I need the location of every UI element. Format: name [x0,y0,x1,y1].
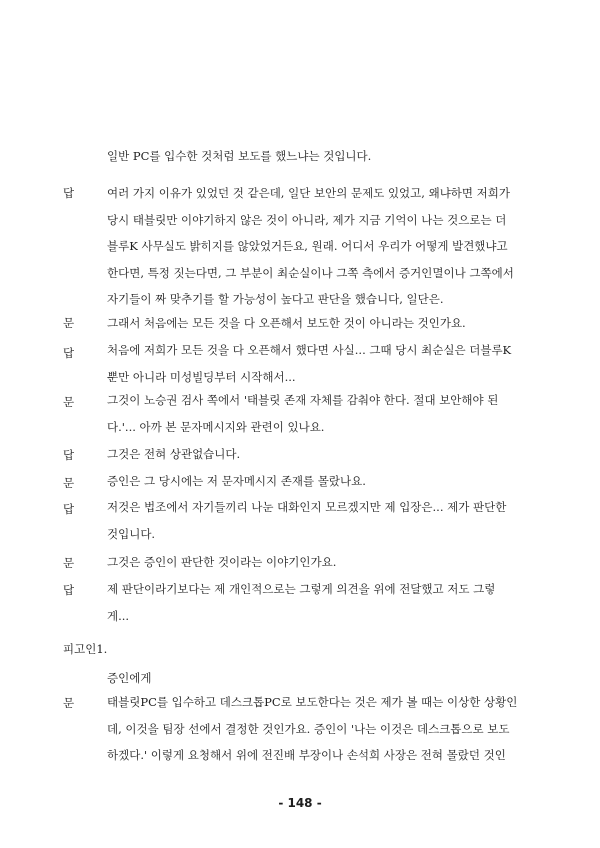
text-line: 증인은 그 당시에는 저 문자메시지 존재를 몰랐나요. [107,474,366,488]
text-line: 저것은 법조에서 자기들끼리 나눈 대화인지 모르겠지만 제 입장은... 제가 판단한 [107,500,507,514]
text-line: 처음에 저희가 모든 것을 다 오픈해서 했다면 사실... 그때 당시 최순실은 더블루K [107,343,512,357]
speaker-label: 문 [63,696,75,710]
entry-text [107,549,539,576]
text-line: 그것은 증인이 판단한 것이라는 이야기인가요. [107,555,337,569]
text-line: 게... [107,608,130,623]
entry-text [107,387,539,440]
text-line: 데, 이것을 팀장 선에서 결정한 것인가요. 증인이 '나는 이것은 데스크톱으로 보도 [107,721,510,736]
text-line: 일반 PC를 입수한 것처럼 보도를 했느냐는 것입니다. [107,149,372,163]
text-line: 것입니다. [107,526,156,541]
speaker-label: 답 [63,346,75,360]
text-line: 그래서 처음에는 모든 것을 다 오픈해서 보도한 것이 아니라는 것인가요. [107,316,466,330]
text-line: 하겠다.' 이렇게 요청해서 위에 전진배 부장이나 손석희 사장은 전혀 몰랐던 것인 [107,748,506,762]
text-line: 태블릿PC를 입수하고 데스크톱PC로 보도한다는 것은 제가 볼 때는 이상한 상황인 [107,695,518,709]
speaker-label: 답 [63,583,75,597]
entry-text [107,441,539,468]
entry-text [107,576,539,629]
text-line: 블루K 사무실도 밝히지를 않았었거든요, 원래. 어디서 우리가 어떻게 발견했냐고 [107,239,508,253]
text-line: 그것은 전혀 상관없습니다. [107,447,241,461]
entry-text [107,143,539,170]
text-line: 다.'... 아까 본 문자메시지와 관련이 있나요. [107,419,325,434]
entry-text [107,310,539,337]
entry-text [107,180,539,313]
speaker-label: 답 [63,186,75,200]
speaker-label: 문 [63,556,75,570]
text-line: 뿐만 아니라 미성빌딩부터 시작해서... [107,369,296,384]
speaker-label: 문 [63,395,75,409]
text-line: 여러 가지 이유가 있었던 것 같은데, 일단 보안의 문제도 있었고, 왜냐하면 저희가 [107,186,511,200]
text-line: 당시 태블릿만 이야기하지 않은 것이 아니라, 제가 지금 기억이 나는 것으로는 더 [107,212,507,227]
text-line: 그것이 노승권 검사 쪽에서 '태블릿 존재 자체를 감춰야 한다. 절대 보안해야 된 [107,393,499,407]
page-number: - 148 - [278,796,322,810]
entry-text [107,468,539,495]
entry-text [107,337,539,390]
entry-text [107,689,539,769]
text-line: 제 판단이라기보다는 제 개인적으로는 그렇게 의견을 위에 전달했고 저도 그렇 [107,582,496,596]
speaker-label: 문 [63,476,75,490]
speaker-label: 답 [63,448,75,462]
text-line: 자기들이 짜 맞추기를 할 가능성이 높다고 판단을 했습니다, 일단은. [107,292,444,306]
section-subheading: 증인에게 [107,671,152,685]
speaker-label: 문 [63,316,75,330]
speaker-label: 답 [63,502,75,516]
text-line: 한다면, 특정 짓는다면, 그 부분이 최순실이나 그쪽 측에서 증거인멸이나 그쪽에서 [107,265,514,280]
section-heading: 피고인1. [63,642,108,656]
entry-text [107,494,539,547]
